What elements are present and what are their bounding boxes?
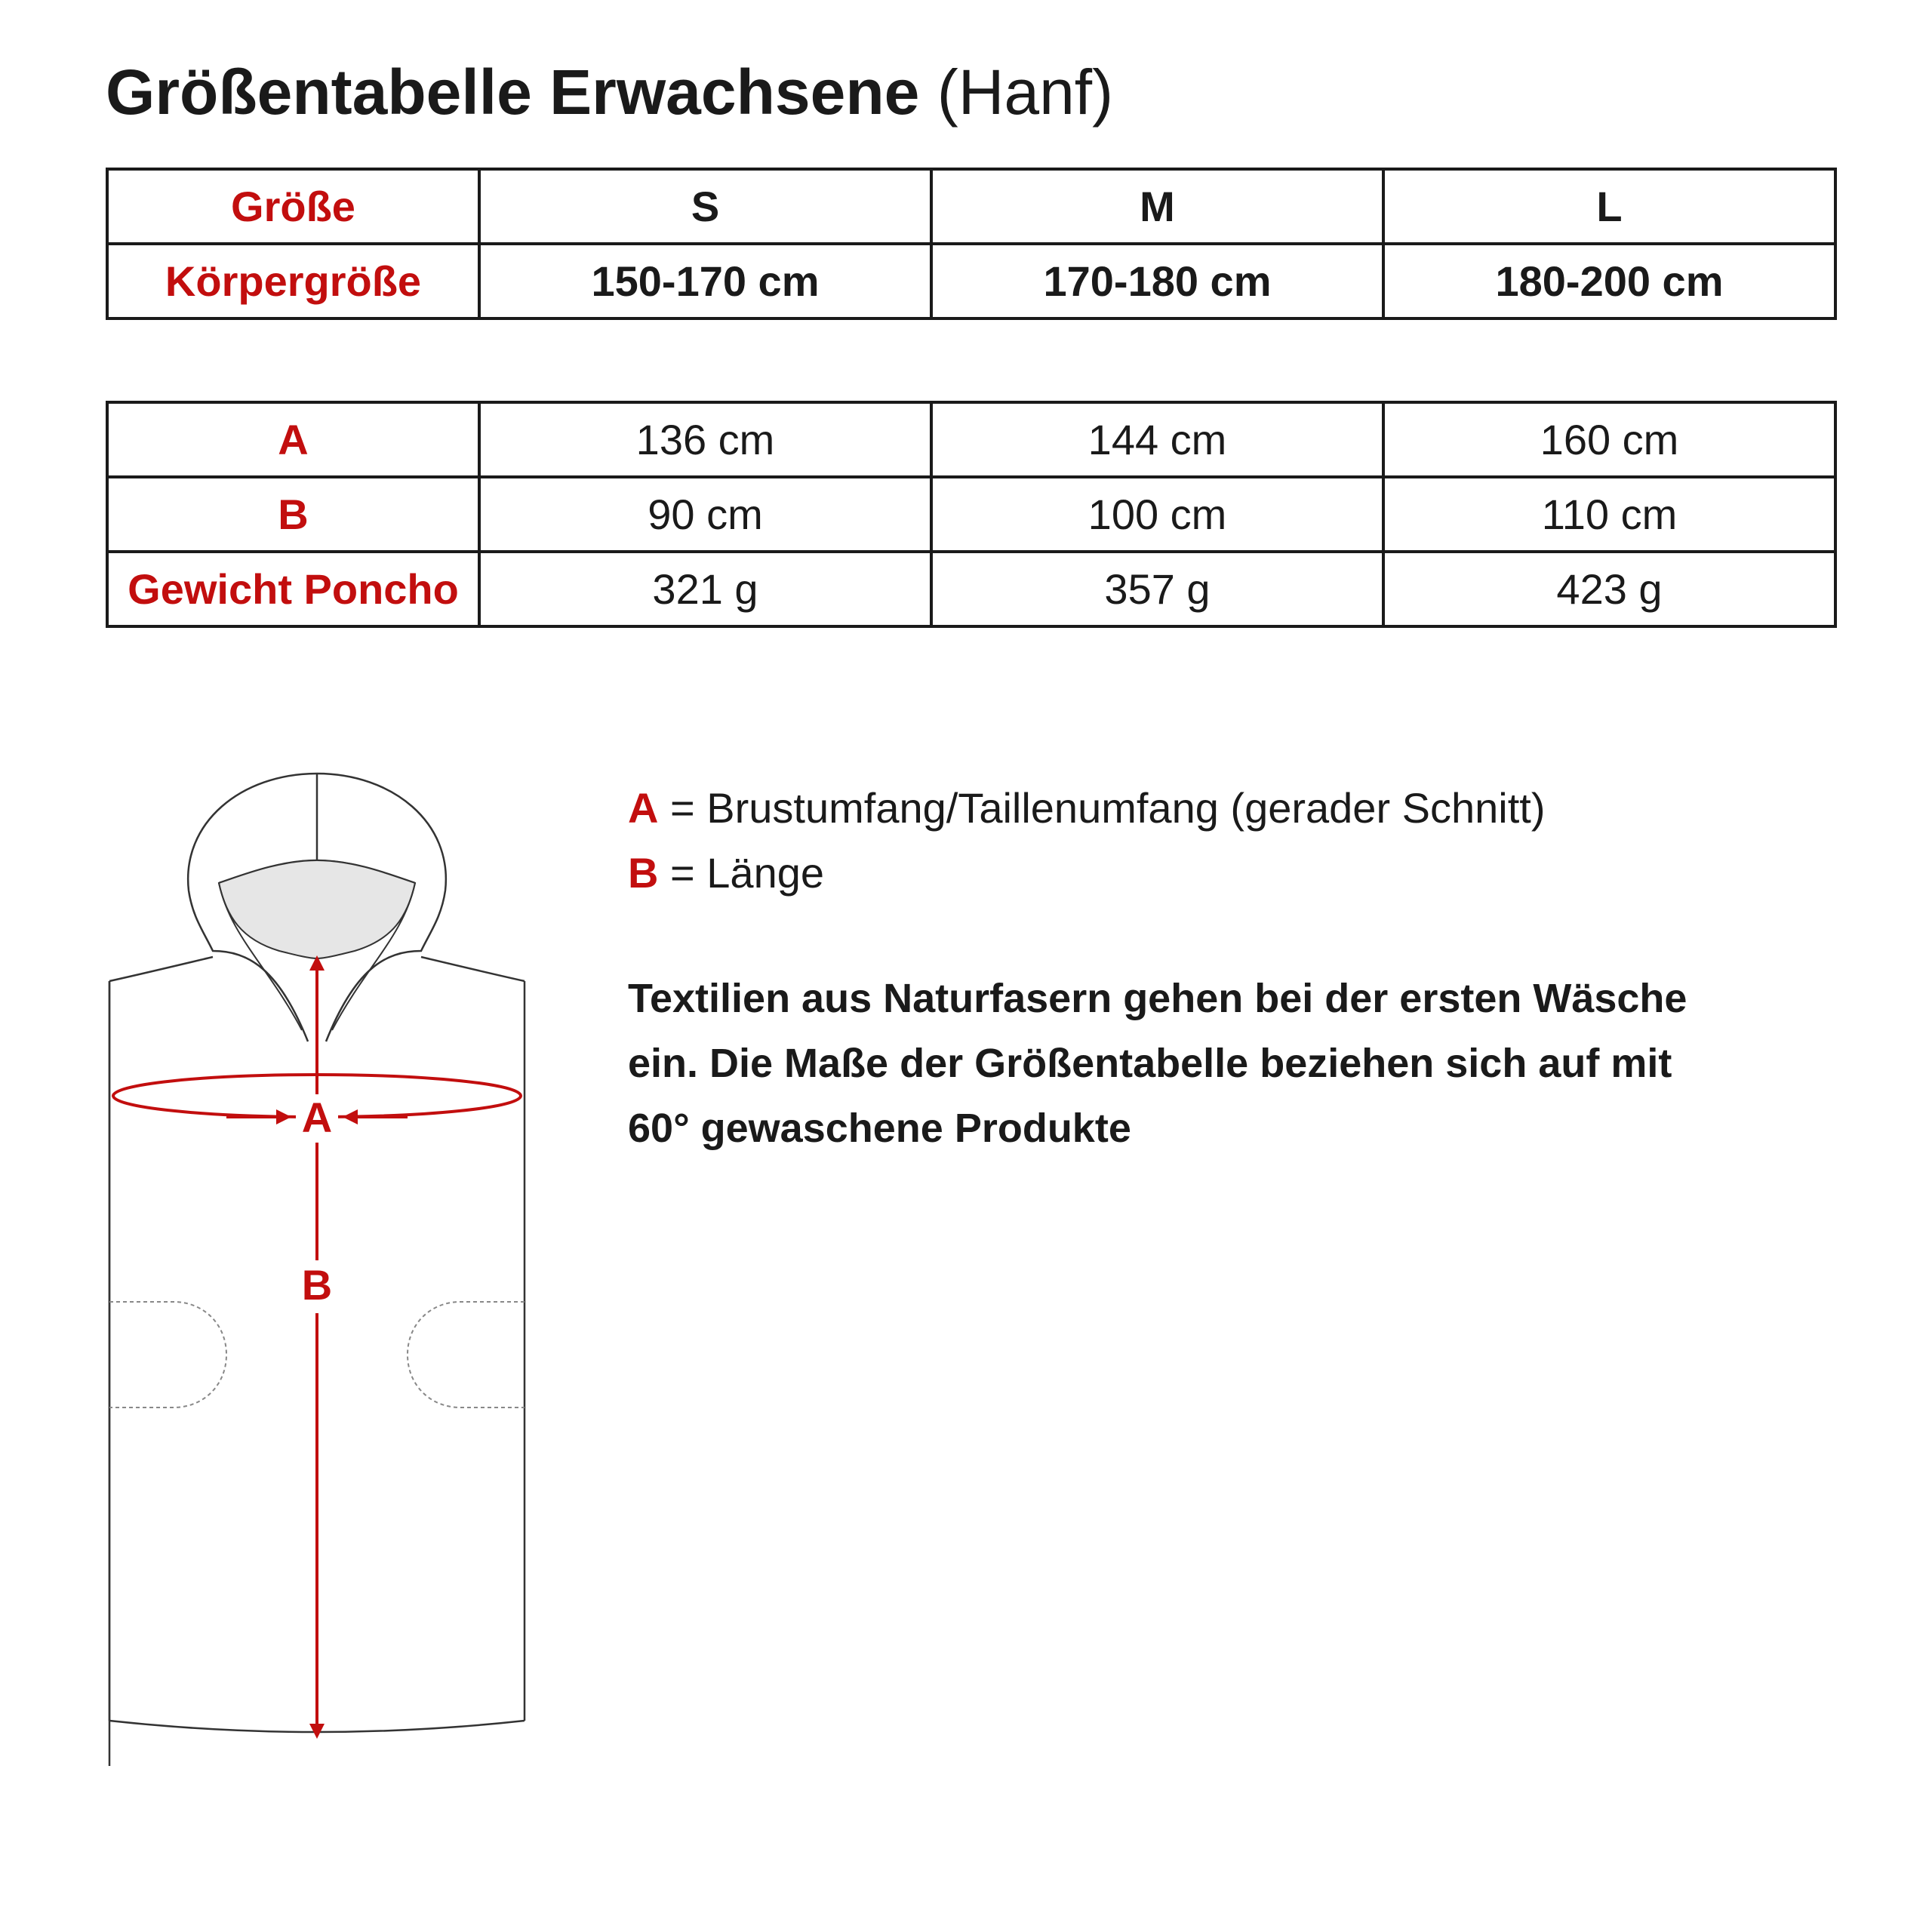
measurement-legend	[628, 776, 1546, 906]
measure-cell: 357 g	[931, 552, 1383, 626]
height-cell: 170-180 cm	[931, 244, 1383, 318]
table-row	[107, 552, 1835, 626]
height-row-label: Körpergröße	[107, 244, 479, 318]
size-cell: M	[931, 169, 1383, 244]
measure-row-label: Gewicht Poncho	[107, 552, 479, 626]
measure-cell: 100 cm	[931, 477, 1383, 552]
measure-cell: 144 cm	[931, 402, 1383, 477]
measure-cell: 136 cm	[479, 402, 931, 477]
page-title	[106, 47, 1113, 137]
measurement-table	[106, 401, 1837, 628]
diagram-label-a: A	[301, 1094, 333, 1141]
measure-cell: 160 cm	[1383, 402, 1835, 477]
legend-item-a	[628, 776, 1546, 841]
table-row	[107, 477, 1835, 552]
note-line: Textilien aus Naturfasern gehen bei der ersten Wäsche	[628, 976, 1687, 1021]
page-title-main: Größentabelle Erwachsene	[106, 57, 920, 128]
poncho-diagram	[98, 762, 536, 1766]
washing-note	[628, 966, 1820, 1161]
measure-cell: 423 g	[1383, 552, 1835, 626]
legend-item-b	[628, 841, 1546, 906]
note-line: 60° gewaschene Produkte	[628, 1106, 1131, 1151]
measure-row-label: B	[107, 477, 479, 552]
diagram-label-b: B	[301, 1261, 333, 1309]
table-row	[107, 169, 1835, 244]
height-cell: 180-200 cm	[1383, 244, 1835, 318]
size-cell: L	[1383, 169, 1835, 244]
measure-cell: 321 g	[479, 552, 931, 626]
height-cell: 150-170 cm	[479, 244, 931, 318]
hood-lining	[219, 860, 415, 958]
size-table	[106, 168, 1837, 320]
table-row	[107, 402, 1835, 477]
size-cell: S	[479, 169, 931, 244]
legend-text-a: = Brustumfang/Taillenumfang (gerader Schnitt)	[658, 784, 1546, 832]
legend-text-b: = Länge	[658, 849, 824, 897]
table-row	[107, 244, 1835, 318]
legend-key-b: B	[628, 849, 659, 897]
measure-cell: 110 cm	[1383, 477, 1835, 552]
measure-row-label: A	[107, 402, 479, 477]
size-row-label: Größe	[107, 169, 479, 244]
measure-cell: 90 cm	[479, 477, 931, 552]
page-title-material: (Hanf)	[937, 57, 1114, 128]
legend-key-a: A	[628, 784, 659, 832]
note-line: ein. Die Maße der Größentabelle beziehen sich auf mit	[628, 1041, 1672, 1086]
